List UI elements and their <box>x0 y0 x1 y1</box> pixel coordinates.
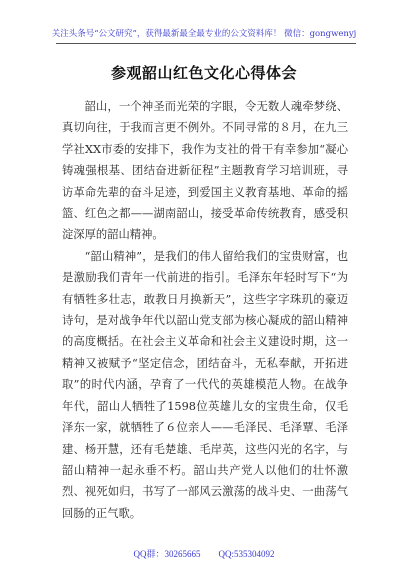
document-title: 参观韶山红色文化心得体会 <box>110 64 297 82</box>
header-divider <box>56 43 356 44</box>
footer-contact-text: QQ群：30265665 QQ:535304092 <box>133 549 275 559</box>
paragraph-1: 韶山，一个神圣而光荣的字眼，令无数人魂牵梦绕、真切向往，于我而言更不例外。不同寻常的８月，在九三学社XX市委的安排下，我作为支社的骨干有幸参加“凝心铸魂强根基、团结奋进新征程”主题教育学习培训班，寻访革命先辈的奋斗足迹，到爱国主义教育基地、革命的摇篮、红色之都——湖南韶山，接受革命传统教育，感受积淀深厚的韶山精神。 <box>62 100 348 242</box>
document-body <box>62 96 348 524</box>
paragraph-2: “韶山精神”，是我们的伟人留给我们的宝贵财富，也是激励我们青年一代前进的指引。毛泽东年轻时写下“为有牺牲多壮志，敢教日月换新天”，这些字字珠玑的豪迈诗句，是对战争年代以韶山党支部为核心凝成的韶山精神的高度概括。在社会主义革命和社会主义建设时期，这一精神又被赋予“坚定信念，团结奋斗，无私奉献，开拓进取”的时代内涵，孕育了一代代的英雄模范人物。在战争年代，韶山人牺牲了1598位英雄儿女的宝贵生命，仅毛泽东一家，就牺牲了６位亲人——毛泽民、毛泽覃、毛泽建、杨开慧，还有毛楚雄、毛岸英，这些闪光的名字，与韶山精神一起永垂不朽。韶山共产党人以他们的壮怀激烈、视死如归，书写了一部风云激荡的战斗史、一曲荡气回肠的正气歌。 <box>62 249 348 520</box>
header-promo-text: 关注头条号“公文研究”，获得最新最全最专业的公文资料库！ 微信：gongwenyj <box>51 29 357 39</box>
